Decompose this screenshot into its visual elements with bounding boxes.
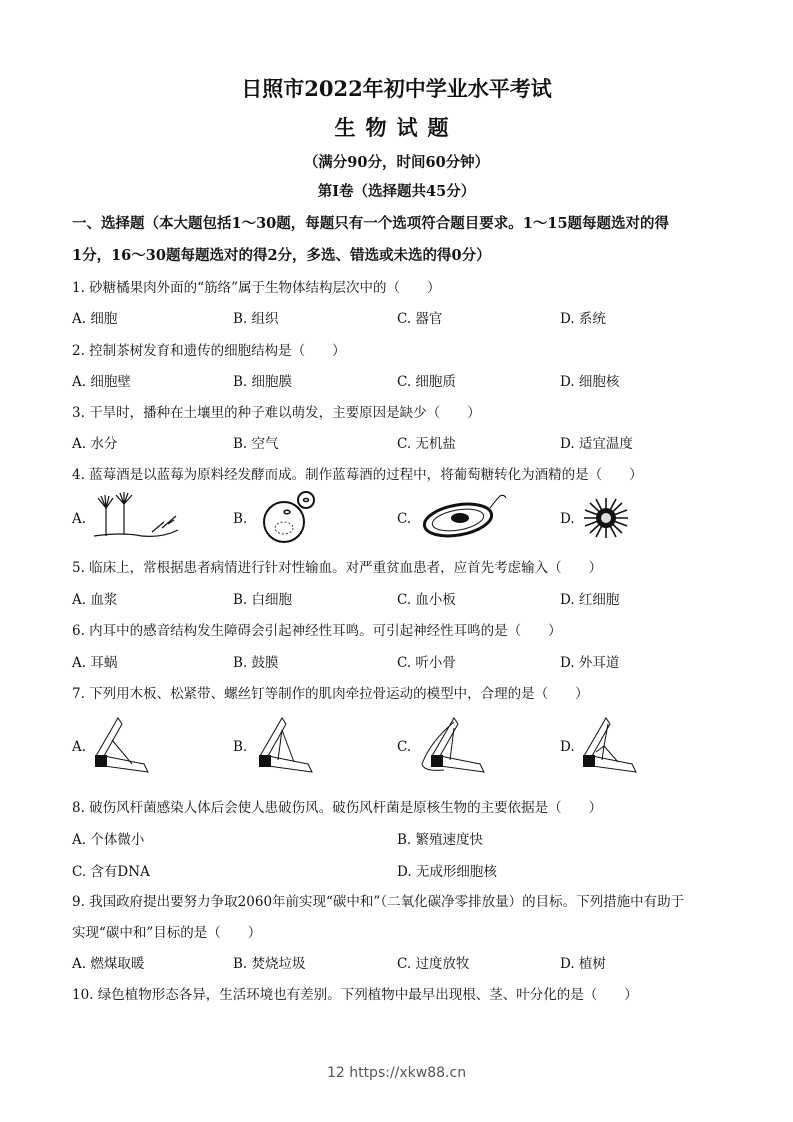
q5-option-c: C. 血小板 [397,592,456,608]
q8-option-b: B. 繁殖速度快 [397,832,484,848]
q5-option-b: B. 白细胞 [233,592,293,608]
q1-option-a: A. 细胞 [72,311,118,327]
q1-option-b: B. 组织 [233,311,279,327]
q5-option-d: D. 红细胞 [560,592,620,608]
q4-option-a: A. [72,511,87,527]
question-3-stem: 3. 干旱时，播种在土壤里的种子难以萌发，主要原因是缺少（ ） [72,405,481,421]
q8-option-d: D. 无成形细胞核 [397,864,497,880]
q2-option-d: D. 细胞核 [560,374,620,390]
virus-icon [582,496,630,540]
muscle-model-b-icon [258,716,318,774]
muscle-model-c-icon [420,716,490,776]
q9-option-c: C. 过度放牧 [397,956,470,972]
q3-option-d: D. 适宜温度 [560,436,633,452]
q4-option-c: C. [397,511,412,527]
q9-option-a: A. 燃煤取暖 [72,956,145,972]
q4-option-b: B. [233,511,248,527]
q1-option-d: D. 系统 [560,311,606,327]
q7-option-d: D. [560,739,575,755]
q7-option-b: B. [233,739,248,755]
question-4-stem: 4. 蓝莓酒是以蓝莓为原料经发酵而成。制作蓝莓酒的过程中，将葡萄糖转化为酒精的是（ ） [72,467,643,483]
q3-option-c: C. 无机盐 [397,436,456,452]
page-footer: 12 https://xkw88.cn [326,1065,467,1081]
exam-title: 日照市2022年初中学业水平考试 [241,76,552,101]
subject-title: 生物试题 [334,115,459,140]
q7-option-c: C. [397,739,412,755]
q6-option-d: D. 外耳道 [560,655,620,671]
section-instructions-line2: 1分，16～30题每题选对的得2分，多选、错选或未选的得0分） [72,247,491,264]
yeast-icon [256,488,326,544]
q2-option-b: B. 细胞膜 [233,374,293,390]
mold-icon [92,492,182,542]
question-9-stem-line2: 实现“碳中和”目标的是（ ） [72,925,262,941]
question-5-stem: 5. 临床上，常根据患者病情进行针对性输血。对严重贫血患者，应首先考虑输入（ ） [72,560,603,576]
q1-option-c: C. 器官 [397,311,443,327]
q8-option-c: C. 含有DNA [72,864,150,880]
q2-option-c: C. 细胞质 [397,374,456,390]
bacterium-icon [420,494,510,540]
muscle-model-a-icon [94,716,154,774]
q9-option-d: D. 植树 [560,956,606,972]
question-7-stem: 7. 下列用木板、松紧带、螺丝钉等制作的肌肉牵拉骨运动的模型中，合理的是（ ） [72,686,589,702]
question-8-stem: 8. 破伤风杆菌感染人体后会使人患破伤风。破伤风杆菌是原核生物的主要依据是（ ） [72,800,603,816]
q6-option-c: C. 听小骨 [397,655,456,671]
q5-option-a: A. 血浆 [72,592,118,608]
q2-option-a: A. 细胞壁 [72,374,131,390]
section-instructions-line1: 一、选择题（本大题包括1～30题，每题只有一个选项符合题目要求。1～15题每题选对的得 [72,215,670,232]
question-6-stem: 6. 内耳中的感音结构发生障碍会引起神经性耳鸣。可引起神经性耳鸣的是（ ） [72,623,562,639]
q6-option-b: B. 鼓膜 [233,655,279,671]
q8-option-a: A. 个体微小 [72,832,145,848]
question-10-stem: 10. 绿色植物形态各异，生活环境也有差别。下列植物中最早出现根、茎、叶分化的是（ ） [72,987,638,1003]
score-time: （满分90分，时间60分钟） [303,154,490,171]
volume-title: 第Ⅰ卷（选择题共45分） [317,183,476,200]
q7-option-a: A. [72,739,87,755]
q4-option-d: D. [560,511,575,527]
q3-option-b: B. 空气 [233,436,279,452]
q9-option-b: B. 焚烧垃圾 [233,956,306,972]
q6-option-a: A. 耳蜗 [72,655,118,671]
muscle-model-d-icon [582,716,642,774]
question-9-stem: 9. 我国政府提出要努力争取2060年前实现“碳中和”（二氧化碳净零排放量）的目标。下列措施中有助于 [72,894,685,910]
question-2-stem: 2. 控制茶树发育和遗传的细胞结构是（ ） [72,343,346,359]
q3-option-a: A. 水分 [72,436,118,452]
question-1-stem: 1. 砂糖橘果肉外面的“筋络”属于生物体结构层次中的（ ） [72,280,441,296]
